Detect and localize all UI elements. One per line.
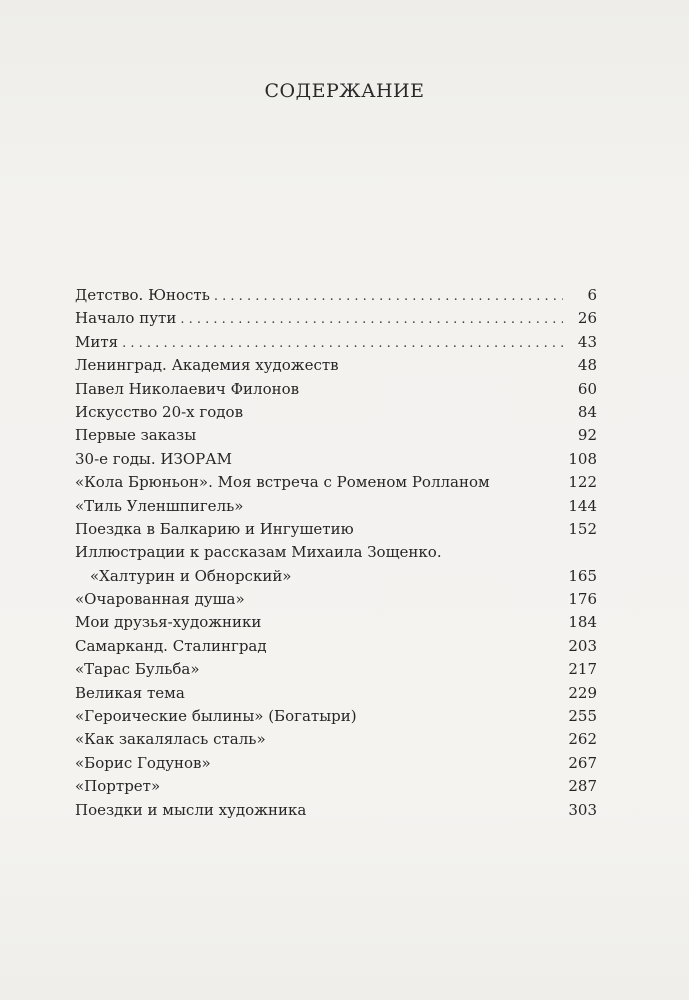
toc-page-number: 26: [577, 309, 597, 328]
toc-entry-title: «Тарас Бульба»: [75, 660, 200, 679]
toc-entry: [75, 541, 597, 588]
toc-page-number: 229: [568, 683, 597, 702]
toc-entry-title: «Тиль Уленшпигель»: [75, 496, 244, 515]
toc-entry-title: Поездка в Балкарию и Ингушетию: [75, 519, 354, 538]
toc-page-number: 217: [568, 660, 597, 679]
toc-page-number: 144: [568, 496, 597, 515]
toc-entry-title: «Портрет»: [75, 777, 161, 796]
toc-entry-title: Поездки и мысли художника: [75, 800, 307, 819]
toc-page-number: 6: [587, 286, 597, 304]
leader-dots: [214, 285, 563, 308]
toc-entry: [75, 775, 597, 798]
toc-entry: [75, 635, 597, 658]
toc-entry: [75, 611, 597, 634]
toc-entry-title: Митя: [75, 332, 119, 351]
toc-entry-title-line2: «Халтурин и Обнорский»: [90, 566, 292, 585]
toc-entry: [75, 799, 597, 822]
toc-entry-title: 30-е годы. ИЗОРАМ: [75, 449, 232, 468]
toc-page-number: 84: [577, 402, 597, 421]
toc-entry-title: Великая тема: [75, 683, 185, 702]
toc-page-number: 303: [568, 800, 597, 819]
toc-entry: [75, 471, 597, 494]
toc-page-number: 108: [568, 449, 597, 468]
toc-entry-title: «Борис Годунов»: [75, 753, 211, 772]
toc-entry: [75, 307, 597, 330]
toc-entry: [75, 588, 597, 611]
page-title: СОДЕРЖАНИЕ: [264, 80, 425, 102]
toc-entry: [75, 354, 597, 377]
toc-page-number: 152: [568, 519, 597, 538]
toc-entry: [75, 378, 597, 401]
toc-page-number: 203: [568, 636, 597, 655]
toc-entry-title: «Как закалялась сталь»: [75, 730, 266, 749]
toc-page-number: 43: [577, 332, 597, 351]
toc-entry: [75, 518, 597, 541]
toc-entry-title: «Героические былины» (Богатыри): [75, 707, 357, 726]
toc-page-number: 48: [577, 356, 597, 375]
toc-page-number: 255: [568, 707, 597, 726]
toc-page-number: 184: [568, 613, 597, 632]
toc-page-number: 262: [568, 730, 597, 749]
toc-entry-title: «Кола Брюньон». Моя встреча с Роменом Ролланом: [75, 473, 490, 492]
toc-entry: [75, 424, 597, 447]
toc-entry: [75, 331, 597, 354]
toc-page-number: 92: [577, 426, 597, 445]
toc-entry: [75, 284, 597, 307]
toc-page-number: 287: [568, 777, 597, 796]
toc-entry-title: Ленинград. Академия художеств: [75, 356, 339, 375]
toc-page-number: 267: [568, 753, 597, 772]
toc-entry: [75, 705, 597, 728]
toc-page-number: 165: [568, 566, 597, 585]
toc-entry: [75, 495, 597, 518]
toc-entry: [75, 682, 597, 705]
toc-entry: [75, 448, 597, 471]
toc-page-number: 176: [568, 590, 597, 609]
toc-entry: [75, 728, 597, 751]
toc-entry-title: Павел Николаевич Филонов: [75, 379, 300, 398]
leader-dots: [180, 308, 563, 331]
toc-page-number: 60: [577, 379, 597, 398]
toc-entry-title: Начало пути: [75, 309, 177, 328]
table-of-contents: [75, 284, 597, 822]
toc-entry-title: Детство. Юность: [75, 286, 210, 304]
toc-entry: [75, 658, 597, 681]
toc-entry-line2: [75, 565, 597, 588]
toc-entry: [75, 752, 597, 775]
toc-entry-title: Мои друзья-художники: [75, 613, 262, 632]
leader-dots: [122, 332, 563, 355]
toc-entry-title: Самарканд. Сталинград: [75, 636, 267, 655]
toc-entry-title: Искусство 20-х годов: [75, 402, 244, 421]
toc-page-number: 122: [568, 473, 597, 492]
toc-entry-title: «Очарованная душа»: [75, 590, 245, 609]
toc-entry-title-line1: Иллюстрации к рассказам Михаила Зощенко.: [75, 543, 442, 562]
toc-entry-title: Первые заказы: [75, 426, 197, 445]
toc-entry: [75, 401, 597, 424]
